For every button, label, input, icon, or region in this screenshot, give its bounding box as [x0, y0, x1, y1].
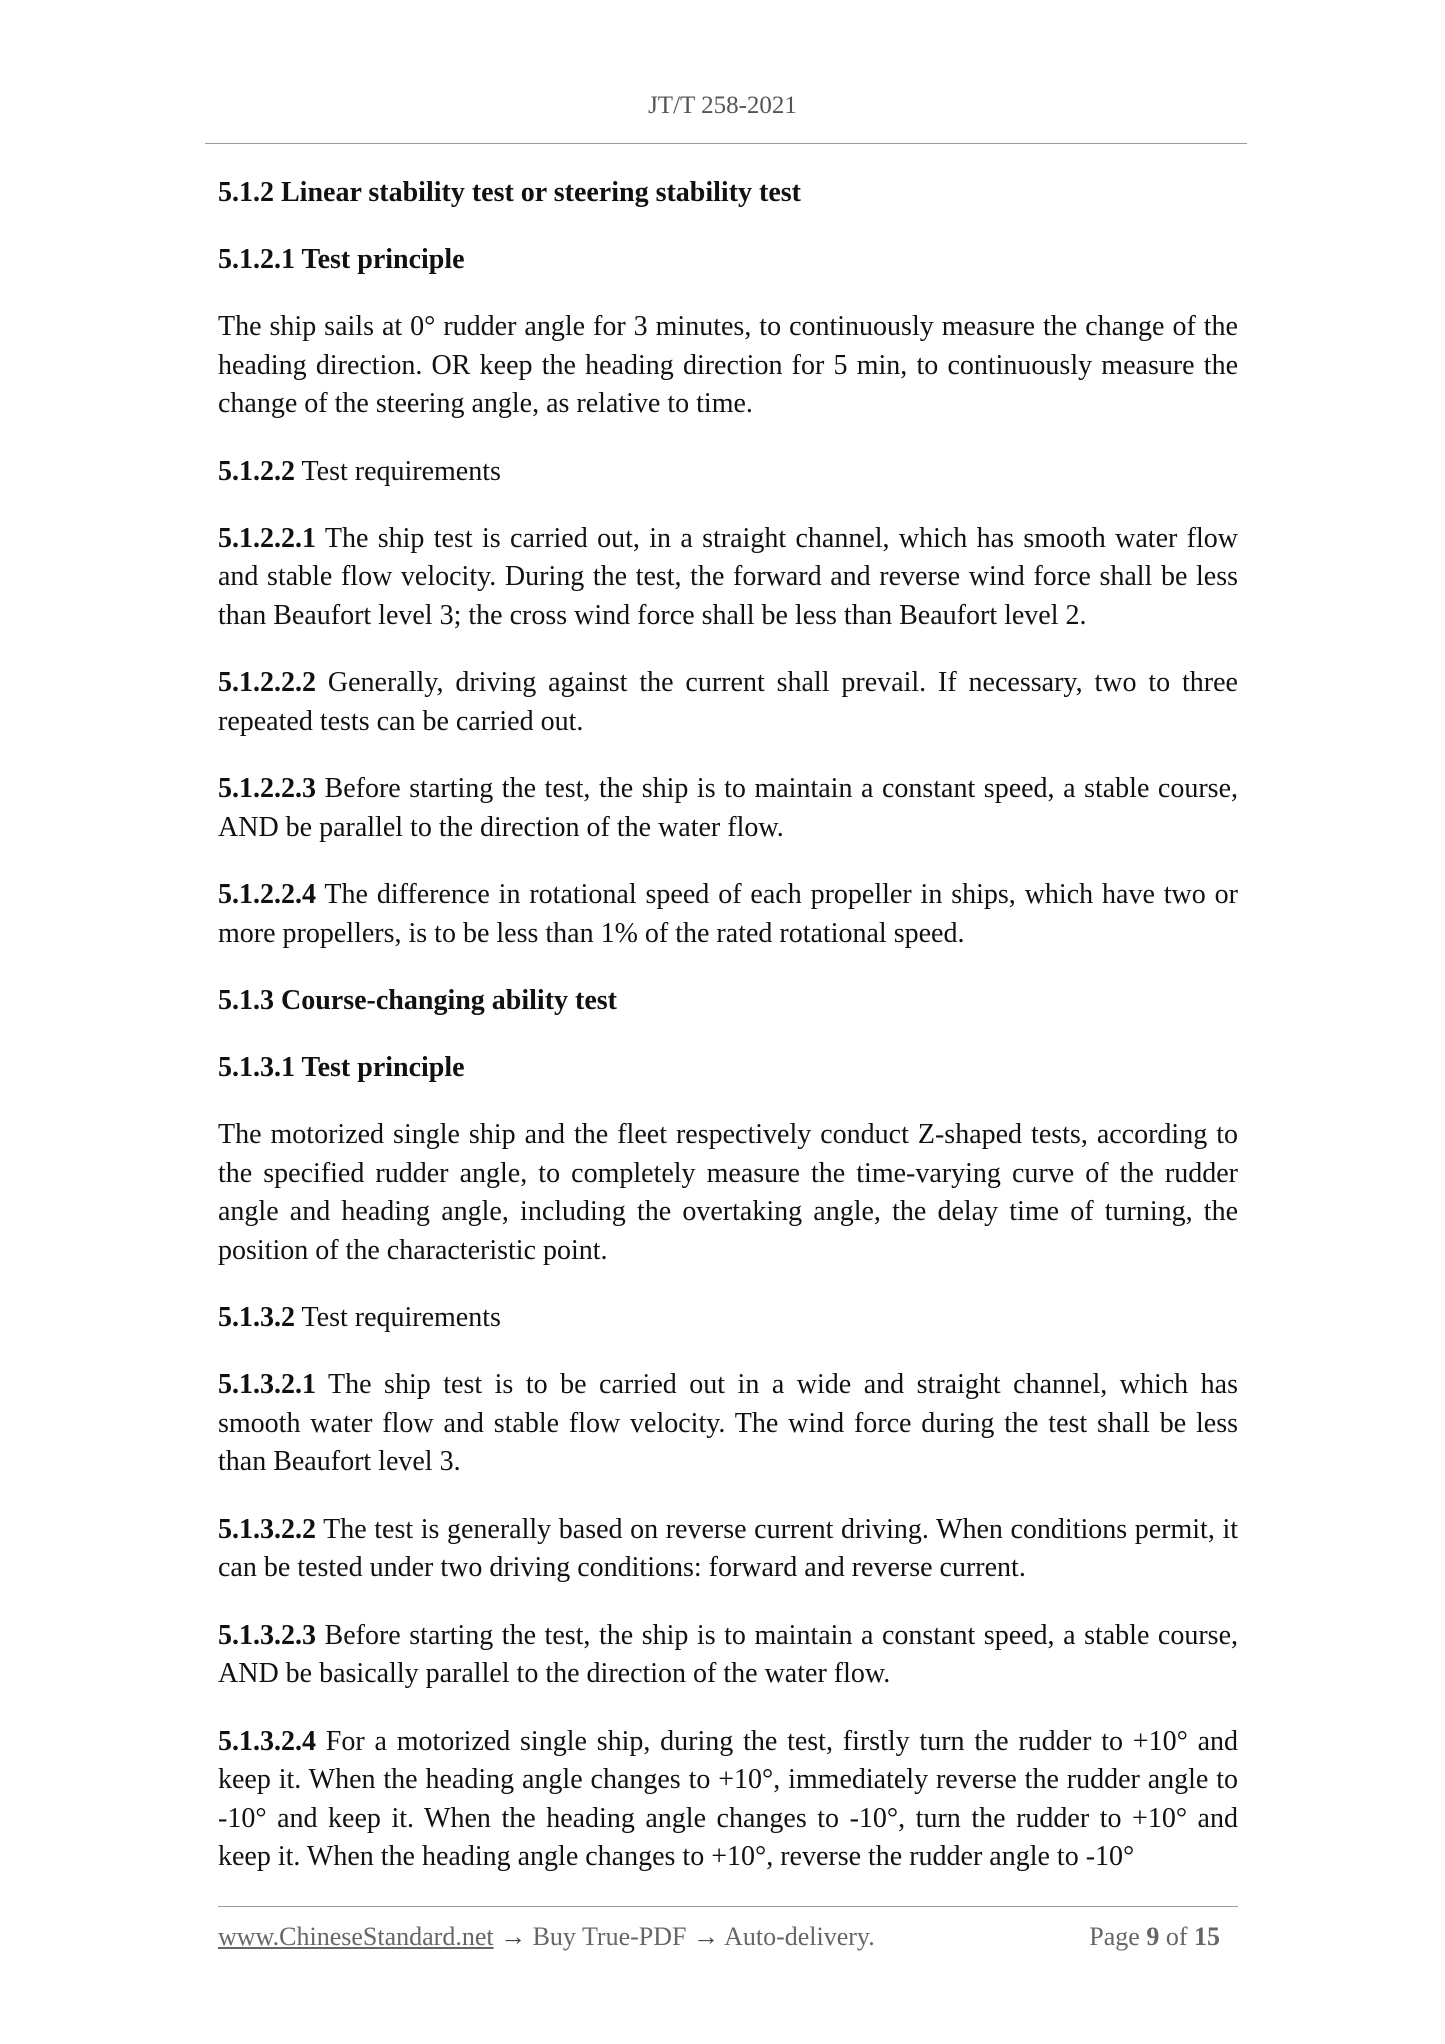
arrow-right-icon: →	[500, 1922, 527, 1951]
page-indicator	[1089, 1922, 1220, 1952]
clause	[218, 1511, 1238, 1588]
footer-divider	[218, 1906, 1238, 1907]
clause-text: For a motorized single ship, during the test, firstly turn the rudder to +10° and keep it. When the heading angle changes to +10°, immediately reverse the rudder angle to -10° and keep it. When the heading angle changes to -10°, turn the rudder to +10° and keep it. When the heading angle changes to +10°, reverse the rudder angle to -10°	[218, 1725, 1238, 1872]
delivery-text: Auto-delivery.	[724, 1922, 875, 1951]
clause	[218, 664, 1238, 741]
section-heading: 5.1.2 Linear stability test or steering stability test	[218, 177, 802, 208]
clause-number: 5.1.2.2.4	[218, 879, 316, 910]
section-heading: 5.1.3 Course-changing ability test	[218, 985, 617, 1016]
current-page-number: 9	[1146, 1922, 1160, 1951]
clause	[218, 1366, 1238, 1482]
site-link[interactable]: www.ChineseStandard.net	[218, 1922, 494, 1951]
clause	[218, 770, 1238, 847]
section-heading: 5.1.2.1 Test principle	[218, 244, 465, 275]
clause-number: 5.1.2.2.2	[218, 667, 316, 698]
header-divider	[205, 143, 1247, 144]
clause-text: The test is generally based on reverse current driving. When conditions permit, it can be tested under two driving conditions: forward and reverse current.	[218, 1513, 1238, 1583]
subsection-heading	[218, 453, 1238, 491]
clause-text: Before starting the test, the ship is to maintain a constant speed, a stable course, AND be parallel to the direction of the water flow.	[218, 773, 1238, 843]
clause-text: Test requirements	[295, 1302, 501, 1333]
clause-number: 5.1.3.2.4	[218, 1725, 316, 1757]
clause-number: 5.1.2.2.1	[218, 522, 316, 554]
of-label: of	[1165, 1922, 1188, 1951]
arrow-right-icon: →	[693, 1922, 719, 1951]
document-code-header: JT/T 258-2021	[648, 92, 797, 119]
clause	[218, 1617, 1238, 1694]
clause-text: Test requirements	[295, 455, 501, 487]
total-pages-number: 15	[1194, 1922, 1220, 1951]
subsection-heading	[218, 1299, 1238, 1337]
clause	[218, 1723, 1238, 1877]
clause	[218, 876, 1238, 953]
paragraph: The ship sails at 0° rudder angle for 3 minutes, to continuously measure the change of the heading direction. OR keep the heading direction for 5 min, to continuously measure the change of the steering angle, as relative to time.	[218, 311, 1238, 419]
page-body	[218, 174, 1238, 1906]
clause	[218, 520, 1238, 636]
clause-text: The ship test is carried out, in a straight channel, which has smooth water flow and stable flow velocity. During the test, the forward and reverse wind force shall be less than Beaufort level 3; the cross wind force shall be less than Beaufort level 2.	[218, 522, 1238, 631]
clause-number: 5.1.3.2.2	[218, 1513, 316, 1545]
clause-number: 5.1.3.2	[218, 1302, 295, 1333]
clause-text: Generally, driving against the current shall prevail. If necessary, two to three repeated tests can be carried out.	[218, 667, 1238, 737]
clause-number: 5.1.3.2.1	[218, 1369, 316, 1400]
clause-number: 5.1.2.2.3	[218, 773, 316, 804]
clause-text: The difference in rotational speed of each propeller in ships, which have two or more propellers, is to be less than 1% of the rated rotational speed.	[218, 879, 1238, 949]
clause-text: The ship test is to be carried out in a wide and straight channel, which has smooth water flow and stable flow velocity. The wind force during the test shall be less than Beaufort level 3.	[218, 1369, 1238, 1477]
paragraph: The motorized single ship and the fleet respectively conduct Z-shaped tests, according to the specified rudder angle, to completely measure the time-varying curve of the rudder angle and heading angle, including the overtaking angle, the delay time of turning, the position of the characteristic point.	[218, 1119, 1238, 1266]
clause-number: 5.1.2.2	[218, 455, 295, 487]
footer-promo	[218, 1922, 875, 1952]
clause-text: Before starting the test, the ship is to maintain a constant speed, a stable course, AND be basically parallel to the direction of the water flow.	[218, 1619, 1238, 1689]
section-heading: 5.1.3.1 Test principle	[218, 1052, 465, 1083]
buy-text: Buy True-PDF	[532, 1922, 687, 1951]
page-label: Page	[1089, 1922, 1140, 1951]
clause-number: 5.1.3.2.3	[218, 1619, 316, 1651]
